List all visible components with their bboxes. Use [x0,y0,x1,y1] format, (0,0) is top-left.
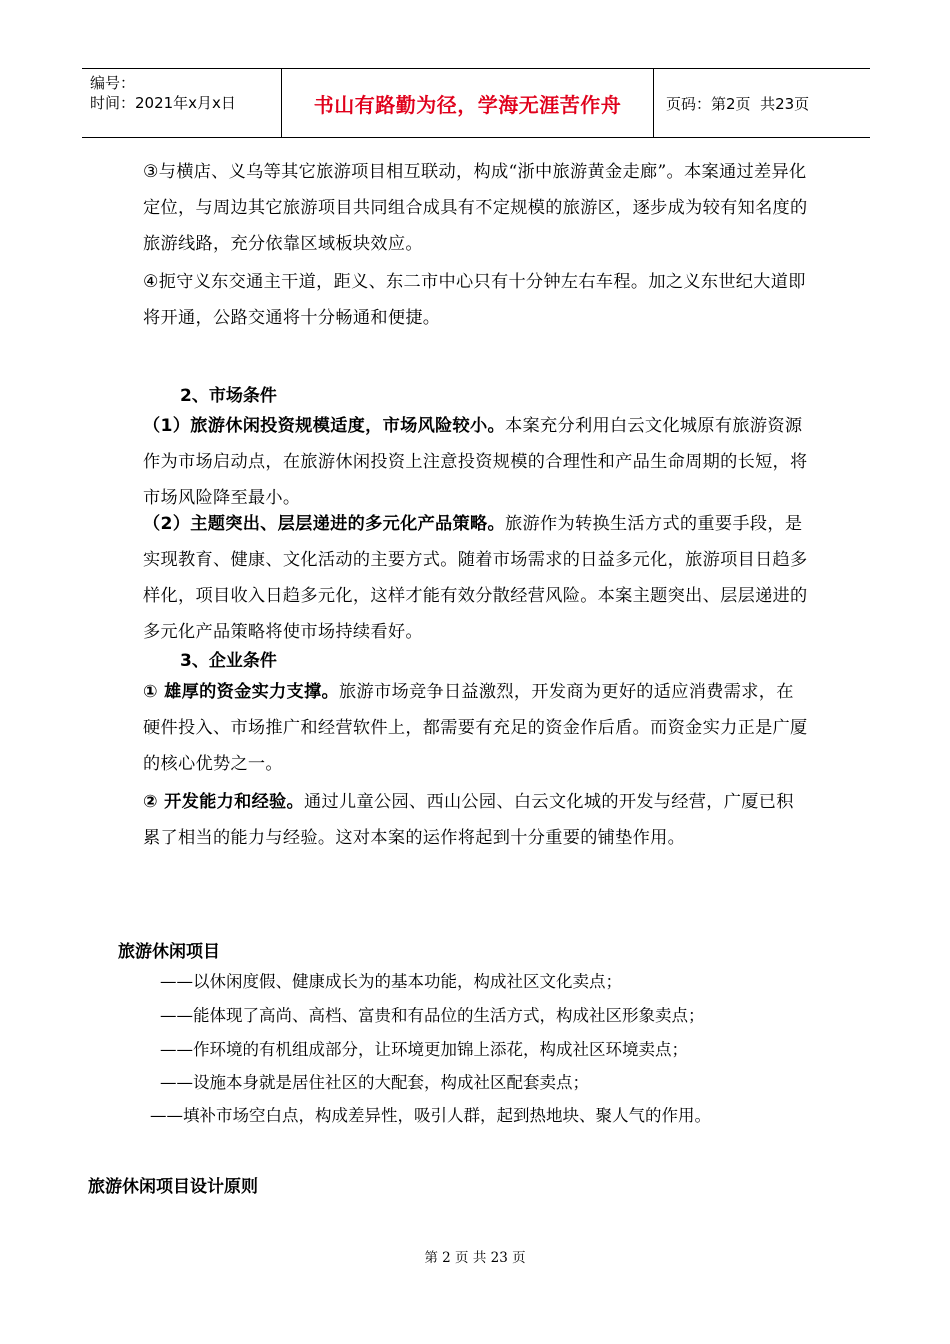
design-principles-heading: 旅游休闲项目设计原则 [88,1177,258,1197]
enterprise-2-text: 通过儿童公园、西山公园、白云文化城的开发与经营，广厦已积累了相当的能力与经验。这对本案的运作将起到十分重要的铺垫作用。 [143,792,794,848]
enterprise-1-text: 旅游市场竞争日益激烈，开发商为更好的适应消费需求，在硬件投入、市场推广和经营软件上，都需要有充足的资金作后盾。而资金实力正是广厦的核心优势之一。 [143,682,808,774]
time-label: 时间：2021年x月x日 [90,94,236,112]
leisure-project-heading: 旅游休闲项目 [118,942,220,962]
paragraph-enterprise-1 [143,674,809,782]
paragraph-market-1 [143,408,809,516]
market-2-text: 旅游作为转换生活方式的重要手段，是实现教育、健康、文化活动的主要方式。随着市场需求的日益多元化，旅游项目日趋多样化，项目收入日趋多元化，这样才能有效分散经营风险。本案主题突出、层层递进的多元化产品策略将使市场持续看好。 [143,514,808,642]
header-motto: 书山有路勤为径，学海无涯苦作舟 [282,69,654,137]
serial-label: 编号： [90,74,136,92]
page-header [82,68,870,138]
item-3-text: 与横店、义乌等其它旅游项目相互联动，构成“浙中旅游黄金走廊”。本案通过差异化定位，与周边其它旅游项目共同组合成具有不定规模的旅游区，逐步成为较有知名度的旅游线路，充分依靠区域板块效应。 [143,162,808,254]
market-1-text: 本案充分利用白云文化城原有旅游资源作为市场启动点，在旅游休闲投资上注意投资规模的合理性和产品生命周期的长短，将市场风险降至最小。 [143,416,808,508]
paragraph-market-2 [143,506,809,650]
market-2-lead: （2）主题突出、层层递进的多元化产品策略。 [143,514,506,534]
leisure-item: ——填补市场空白点，构成差异性，吸引人群，起到热地块、聚人气的作用。 [150,1106,711,1125]
header-meta-cell [82,69,282,137]
market-1-lead: （1）旅游休闲投资规模适度，市场风险较小。 [143,416,506,436]
item-3-marker: ③ [143,162,159,182]
leisure-item: ——设施本身就是居住社区的大配套，构成社区配套卖点； [160,1073,589,1092]
paragraph-item-3 [143,154,809,262]
item-4-text: 扼守义东交通主干道，距义、东二市中心只有十分钟左右车程。加之义东世纪大道即将开通，公路交通将十分畅通和便捷。 [143,272,806,328]
leisure-item: ——能体现了高尚、高档、富贵和有品位的生活方式，构成社区形象卖点； [160,1006,705,1025]
section-heading-market: 2、市场条件 [180,386,277,406]
enterprise-2-lead: ② 开发能力和经验。 [143,792,305,812]
paragraph-enterprise-2 [143,784,809,856]
enterprise-1-lead: ① 雄厚的资金实力支撑。 [143,682,340,702]
item-4-marker: ④ [143,272,159,292]
leisure-item: ——以休闲度假、健康成长为的基本功能，构成社区文化卖点； [160,972,622,991]
page-footer: 第 2 页 共 23 页 [424,1250,526,1266]
leisure-item: ——作环境的有机组成部分，让环境更加锦上添花，构成社区环境卖点； [160,1040,688,1059]
section-heading-enterprise: 3、企业条件 [180,651,277,671]
header-page-cell [654,69,870,137]
header-page-label: 页码：第2页 共23页 [666,94,810,113]
paragraph-item-4 [143,264,809,336]
